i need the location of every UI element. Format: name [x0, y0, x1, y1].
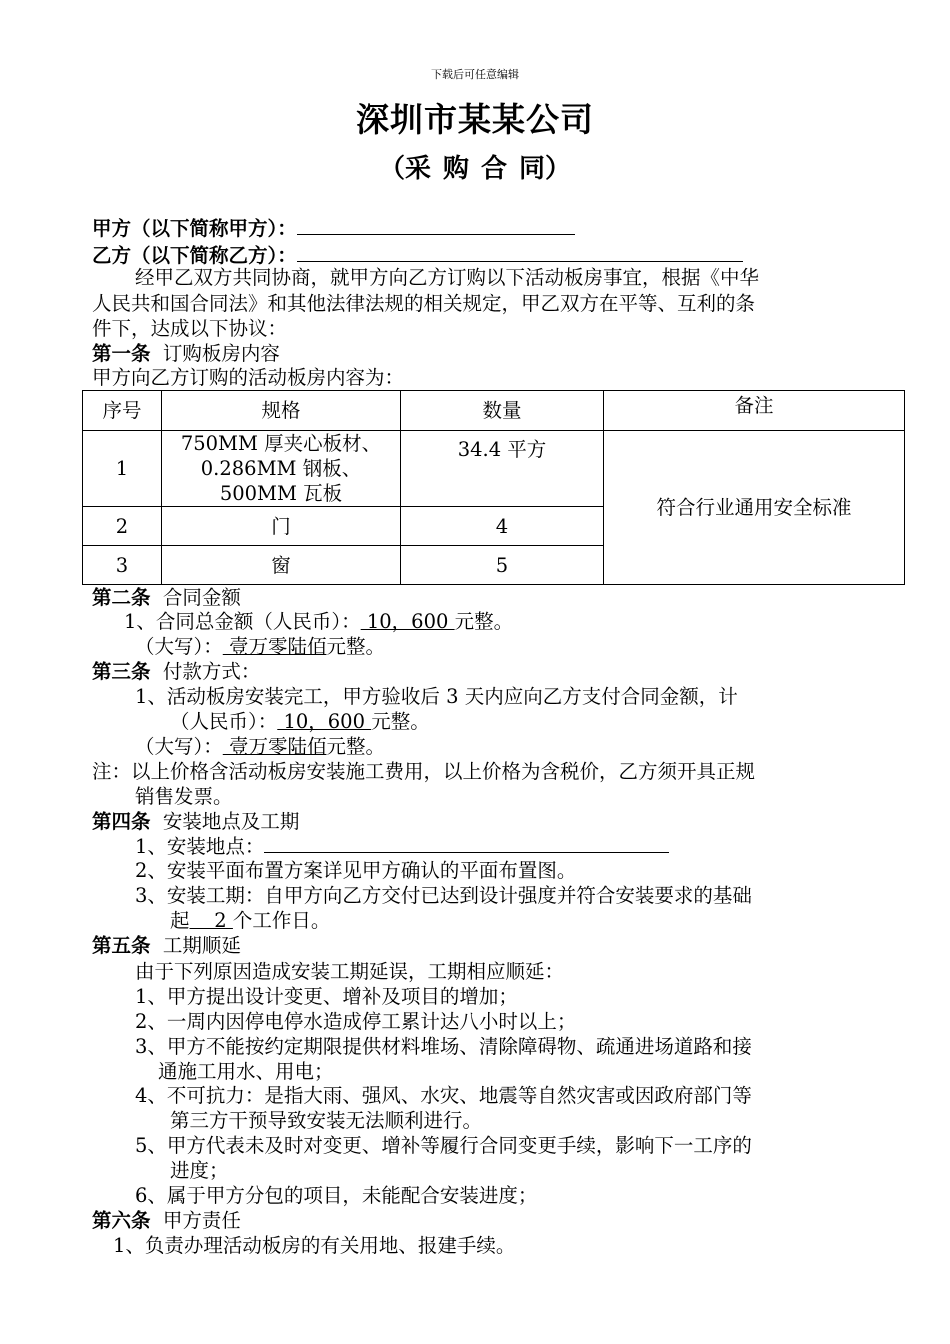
subtitle-part: （采 — [378, 154, 431, 184]
row-number: 1 — [83, 431, 162, 507]
spec-line: 500MM 瓦板 — [219, 482, 343, 505]
subtitle-part: 购 — [442, 154, 469, 184]
contract-amount-words-line — [135, 635, 385, 659]
payment-line: 1、活动板房安装完工，甲方验收后 3 天内应向乙方支付合同金额，计 — [135, 685, 738, 708]
article-1-heading — [92, 342, 280, 366]
delay-line: 4、不可抗力：是指大雨、强风、水灾、地震等自然灾害或因政府部门等 — [135, 1084, 752, 1107]
row-remark: 符合行业通用安全标准 — [604, 431, 905, 585]
table-header-cell: 备注 — [604, 391, 905, 431]
party-b-label: 乙方（以下简称乙方）： — [92, 244, 297, 267]
article-5-heading — [92, 934, 241, 958]
row-spec: 窗 — [162, 546, 401, 585]
amount-label: 1、合同总金额（人民币）： — [124, 610, 361, 633]
spec-line: 750MM 厚夹心板材、 — [180, 432, 382, 455]
payment-amount-line — [170, 710, 430, 734]
amount-label: （人民币）： — [170, 710, 278, 733]
amount-words-label: （大写）： — [135, 735, 223, 758]
delay-line: 3、甲方不能按约定期限提供材料堆场、清除障碍物、疏通进场道路和接 — [135, 1035, 752, 1058]
install-days-suffix: 个工作日。 — [232, 909, 331, 932]
document-subtitle — [0, 148, 950, 185]
article-6-heading — [92, 1209, 241, 1233]
amount-suffix: 元整。 — [326, 635, 385, 658]
article-3-heading — [92, 660, 260, 684]
article-label: 第四条 — [92, 810, 151, 833]
delay-line: 第三方干预导致安装无法顺利进行。 — [170, 1109, 483, 1132]
table-header-cell: 数量 — [401, 391, 604, 431]
table-header-cell: 规格 — [162, 391, 401, 431]
article-title: 合同金额 — [162, 586, 241, 609]
amount-words-value: 壹万零陆佰 — [222, 635, 327, 658]
amount-suffix: 元整。 — [454, 610, 514, 633]
delay-line: 通施工用水、用电； — [158, 1060, 334, 1083]
article-4-heading — [92, 810, 299, 834]
header-note: 下载后可任意编辑 — [431, 68, 519, 81]
article-title: 工期顺延 — [162, 934, 241, 957]
table-header-row — [83, 391, 905, 431]
install-location-blank — [264, 834, 669, 853]
delay-line: 由于下列原因造成安装工期延误，工期相应顺延： — [135, 960, 565, 983]
party-a-blank — [297, 216, 575, 235]
table-row — [83, 431, 905, 507]
amount-words-value: 壹万零陆佰 — [222, 735, 327, 758]
party-a-label: 甲方（以下简称甲方）： — [92, 217, 297, 240]
install-plan-line: 2、安装平面布置方案详见甲方确认的平面布置图。 — [135, 859, 577, 882]
intro-line: 经甲乙双方共同协商，就甲方向乙方订购以下活动板房事宜，根据《中华 — [135, 266, 760, 289]
row-quantity: 5 — [401, 546, 604, 585]
delay-line: 2、一周内因停电停水造成停工累计达八小时以上； — [135, 1010, 577, 1033]
article-label: 第五条 — [92, 934, 151, 957]
install-location-line — [135, 834, 669, 859]
install-days-prefix: 起 — [170, 909, 190, 932]
amount-value: 10，600 — [360, 610, 455, 633]
party-b-blank — [297, 243, 743, 262]
payment-amount-words-line — [135, 735, 385, 759]
article-label: 第六条 — [92, 1209, 151, 1232]
delay-line: 6、属于甲方分包的项目，未能配合安装进度； — [135, 1184, 538, 1207]
party-a-line — [92, 216, 575, 241]
article-2-heading — [92, 586, 241, 610]
amount-suffix: 元整。 — [371, 710, 430, 733]
amount-value: 10，600 — [277, 710, 372, 733]
delay-line: 1、甲方提出设计变更、增补及项目的增加； — [135, 985, 518, 1008]
note-line: 注：以上价格含活动板房安装施工费用，以上价格为含税价，乙方须开具正规 — [92, 760, 756, 783]
row-quantity: 4 — [401, 507, 604, 546]
row-number: 2 — [83, 507, 162, 546]
install-location-label: 1、安装地点： — [135, 835, 265, 858]
article-title: 安装地点及工期 — [162, 810, 300, 833]
table-header-cell: 序号 — [83, 391, 162, 431]
order-table — [82, 390, 905, 585]
article-label: 第一条 — [92, 342, 151, 365]
intro-line: 件下，达成以下协议： — [92, 317, 288, 340]
note-line: 销售发票。 — [135, 785, 233, 808]
amount-words-label: （大写）： — [135, 635, 223, 658]
install-days-line — [170, 909, 330, 933]
delay-line: 进度； — [170, 1159, 229, 1182]
row-spec — [162, 431, 401, 507]
party-a-duty-line: 1、负责办理活动板房的有关用地、报建手续。 — [113, 1234, 516, 1257]
spec-line: 0.286MM 钢板、 — [200, 457, 362, 480]
document-title: 深圳市某某公司 — [356, 100, 594, 139]
article-1-desc: 甲方向乙方订购的活动板房内容为： — [92, 366, 405, 389]
row-number: 3 — [83, 546, 162, 585]
delay-line: 5、甲方代表未及时对变更、增补等履行合同变更手续，影响下一工序的 — [135, 1134, 752, 1157]
party-b-line — [92, 243, 743, 268]
intro-line: 人民共和国合同法》和其他法律法规的相关规定，甲乙双方在平等、互利的条 — [92, 292, 756, 315]
subtitle-part: 合 — [481, 154, 508, 184]
row-spec: 门 — [162, 507, 401, 546]
amount-suffix: 元整。 — [326, 735, 385, 758]
install-period-line: 3、安装工期：自甲方向乙方交付已达到设计强度并符合安装要求的基础 — [135, 884, 752, 907]
article-label: 第二条 — [92, 586, 151, 609]
install-days-value: 2 — [189, 909, 233, 932]
contract-amount-line — [124, 610, 513, 634]
article-label: 第三条 — [92, 660, 151, 683]
row-quantity: 34.4 平方 — [401, 431, 604, 507]
article-title: 订购板房内容 — [162, 342, 280, 365]
subtitle-part: 同） — [519, 154, 572, 184]
article-title: 甲方责任 — [162, 1209, 241, 1232]
article-title: 付款方式： — [162, 660, 261, 683]
